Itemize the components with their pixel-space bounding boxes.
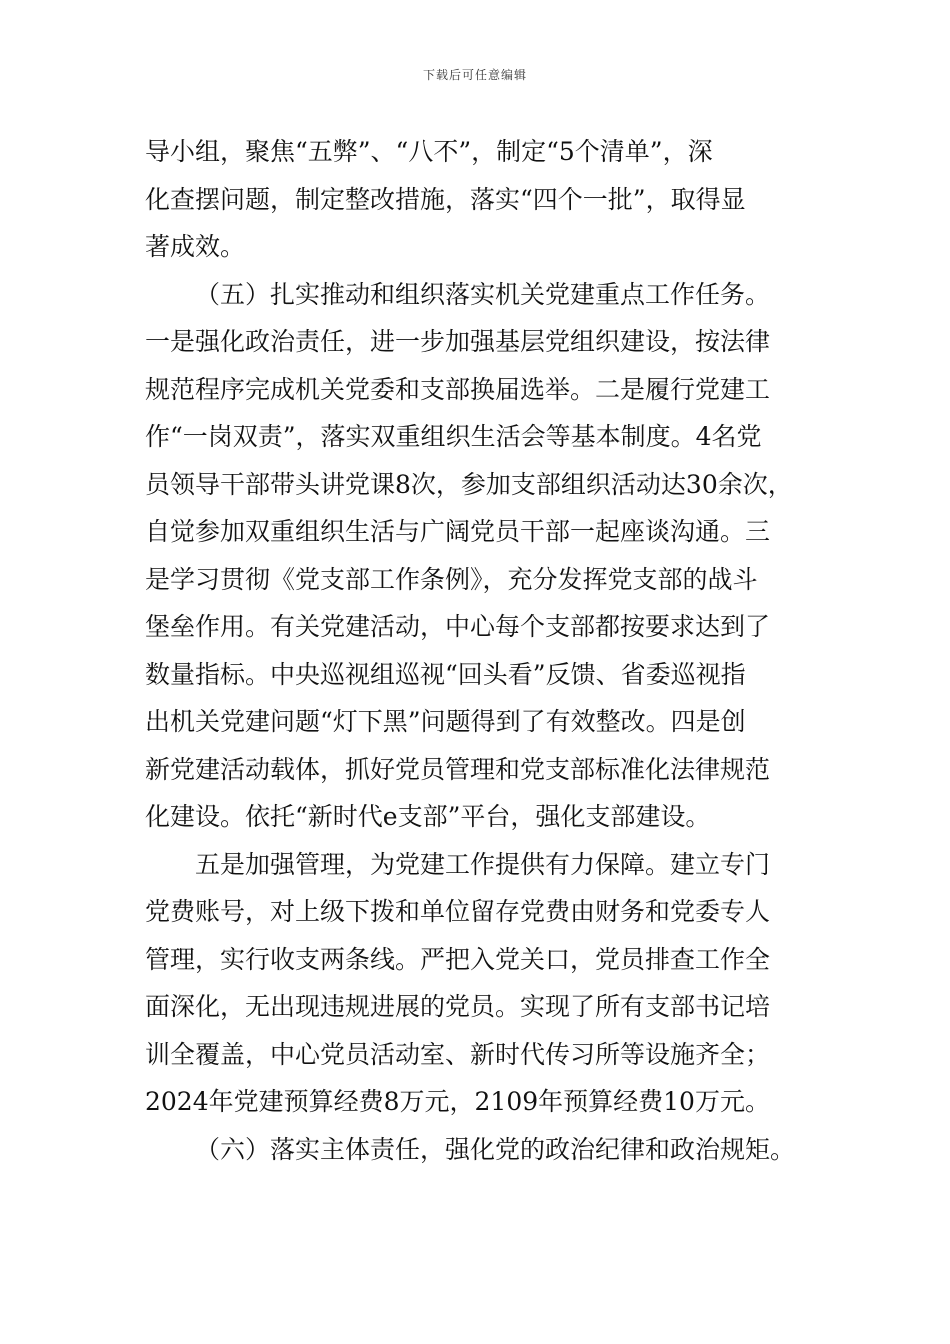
- text-line: （六）落实主体责任，强化党的政治纪律和政治规矩。: [195, 1134, 796, 1164]
- text-line: 管理，实行收支两条线。严把入党关口，党员排查工作全: [145, 944, 771, 974]
- page-header-note: 下载后可任意编辑: [422, 68, 527, 82]
- text-line: 面深化，无出现违规进展的党员。实现了所有支部书记培: [145, 992, 771, 1021]
- text-line: 是学习贯彻《党支部工作条例》，充分发挥党支部的战斗: [145, 564, 758, 594]
- document-body: [145, 128, 810, 1173]
- text-line: 作“一岗双责”，落实双重组织生活会等基本制度。4名党: [145, 422, 762, 451]
- text-line: 自觉参加双重组织生活与广阔党员干部一起座谈沟通。三: [145, 517, 771, 546]
- text-line: 党费账号，对上级下拨和单位留存党费由财务和党委专人: [145, 897, 771, 926]
- text-line: 导小组，聚焦“五弊”、“八不”，制定“5个清单”，深: [145, 137, 713, 166]
- text-line: （五）扎实推动和组织落实机关党建重点工作任务。: [195, 279, 771, 309]
- text-line: 新党建活动载体，抓好党员管理和党支部标准化法律规范: [145, 754, 771, 784]
- text-line: 2024年党建预算经费8万元，2109年预算经费10万元。: [145, 1087, 770, 1116]
- text-line: 化建设。依托“新时代e支部”平台，强化支部建设。: [145, 802, 711, 831]
- text-line: 训全覆盖，中心党员活动室、新时代传习所等设施齐全；: [145, 1039, 771, 1069]
- text-line: 员领导干部带头讲党课8次，参加支部组织活动达30余次，: [145, 469, 793, 499]
- text-line: 规范程序完成机关党委和支部换届选举。二是履行党建工: [145, 374, 771, 404]
- text-line: 数量指标。中央巡视组巡视“回头看”反馈、省委巡视指: [145, 659, 746, 689]
- text-line: 堡垒作用。有关党建活动，中心每个支部都按要求达到了: [145, 612, 771, 641]
- text-line: 一是强化政治责任，进一步加强基层党组织建设，按法律: [145, 327, 771, 356]
- text-line: 著成效。: [145, 232, 246, 261]
- text-line: 出机关党建问题“灯下黑”问题得到了有效整改。四是创: [145, 707, 746, 736]
- text-line: 五是加强管理，为党建工作提供有力保障。建立专门: [195, 849, 771, 879]
- text-line: 化查摆问题，制定整改措施，落实“四个一批”，取得显: [145, 184, 746, 214]
